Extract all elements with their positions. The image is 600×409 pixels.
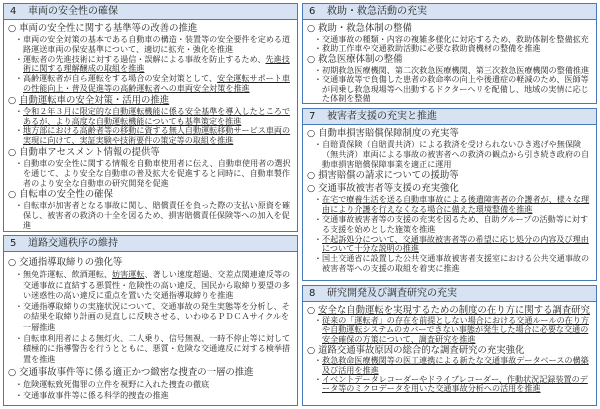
underlined-text: 地方部における高齢者等の移動に資する無人自動運転移動サービス車両の実現に向けて、実証実験や技術要件の策定等の取組を推進 [23,125,291,146]
bullet-text: ・自転車利用者による無灯火、二人乗り、信号無視、一時不停止等に対して積極的に指導警告を行うとともに、悪質・危険な交通違反に対する検挙措置を推進 [14,332,291,364]
section-number: 7 [309,111,316,122]
bullet-item [307,215,593,235]
bullet-text: ・交通事故等で負傷した患者の救命率の向上や後遺症の軽減のため、医師等が同乗し救急現場等へ出動するドクターヘリを配備し、地域の実情に応じた体制を整備 [313,74,589,104]
bullet-text: ・ [313,355,323,366]
underlined-text: 妨害運転 [112,269,145,279]
bullet-item [8,390,294,401]
item-heading-text: ○ 交通指導取締りの強化等 [8,257,123,268]
bullet-item [307,195,593,215]
bullet-item [307,356,593,375]
item-heading [8,367,294,379]
item-heading-text: ○ 交通事故被害者等支援の充実強化 [307,183,459,195]
section-vehicle-safety [3,3,298,232]
bullet-text: ・車両の安全対策の基本である自動車の構造・装置等の安全要件を定める道路運送車両の保安基準について、適切に拡充・強化を推進 [14,34,291,54]
bullet-text: ・自動車の安全性に関する情報を自動車使用者に伝え、自動車使用者の選択を通じて、より安全な自動車の普及拡大を促進すると同時に、自動車製作者のより安全な自動車の研究開発を促進 [14,157,291,188]
section-title: 被害者支援の充実と推進 [327,111,437,122]
section-body [303,125,596,274]
bullet-item [307,316,593,344]
section-number: 8 [309,288,316,299]
bullet-text: ・危険運転致死傷罪の立件を視野に入れた捜査の徹底 [14,379,210,390]
bullet-text: ・無免許運転、飲酒運転、 [14,269,113,279]
bullet-text: ・国土交通省に設置した公共交通事故被害者支援室における公共交通事故の被害者等への支援の取組を着実に推進 [313,253,590,273]
bullet-item [307,44,593,53]
underlined-text: 自動運転車の安全対策・活用の推進 [19,94,170,106]
bullet-item [307,375,593,394]
item-heading-text: ○ 損害賠償の請求についての援助等 [307,170,459,182]
underlined-text: 救急救命医療機関等の医工連携による新たな交通事故データベースの構築及び活用を推進 [322,355,589,375]
item-heading-text: ○ 交通事故事件等に係る適正かつ緻密な捜査の一層の推進 [8,367,254,379]
section-title: 車両の安全性の確保 [28,6,118,17]
section-number: 4 [10,6,17,17]
bullet-text: ・ [14,125,24,136]
bullet-text: ・救助工作車や交通救助活動に必要な救助資機材の整備を推進 [313,42,541,53]
bullet-text: ・交通事故の種類・内容の複雑多様化に対応するため、救助体制を整備拡充 [313,33,589,44]
item-heading-text: ○ 自動車損害賠償保障制度の充実等 [307,128,459,139]
section-body [303,302,596,394]
bullet-text: ・自賠責保険（自賠責共済）による救済を受けられないひき逃げや無保険（無共済）車両による事故の被害者への救済の観点から引き続き政府の自動車損害賠償保障事業を適正に運用 [313,139,590,169]
bullet-item [8,301,294,333]
bullet-item [8,379,294,390]
bullet-item [8,35,294,55]
bullet-item [8,269,294,301]
bullet-text: ・ [313,374,323,385]
item-heading-text: ○ 救助・救急体制の整備 [307,23,412,34]
bullet-item [8,107,294,127]
section-body [4,20,297,231]
underlined-text: 安全運転サポート車の性能向上・普及促進等の高齢運転者への車両安全対策を推進 [23,73,290,93]
bullet-text: ・運転者の先進技術に対する過信・誤解による事故を防止するため、 [14,53,266,64]
item-heading [8,257,294,269]
bullet-text: 、著しい速度超過、交差点関連違反等の交通事故に直結する悪質性・危険性の高い違反、国民から取締り要望の多い迷惑性の高い違反に重点を置いた交通指導取締りを推進 [23,269,291,301]
section-header [4,236,297,252]
bullet-text: ・交通事故被害者等の支援の充実を図るため、自助グループの活動等に対する支援を始めとした施策を推進 [313,213,589,234]
section-rescue-emergency [302,3,597,104]
section-traffic-order [3,235,298,406]
bullet-item [8,55,294,75]
bullet-text: ・ [313,233,323,244]
underlined-text: 従来の「運転者」の存在を前提としない場合における交通ルールの在り方や自動運転システムのカバーできない事態が発生した場合に必要な交通の安全確保の方策について、調査研究を推進 [322,315,589,344]
section-research [302,285,597,406]
section-body [4,252,297,401]
bullet-text: ・自転車が加害者となる事故に関し、賠償責任を負った際の支払い原資を確保し、被害者の救済の十全を図るため、損害賠償責任保険等への加入を促進 [14,200,291,230]
bullet-text: ・交通事故事件等に係る科学的捜査の推進 [14,389,169,400]
section-header [303,286,596,302]
section-header [4,4,297,20]
underlined-text: 不起訴処分について、交通事故被害者等の希望に応じ処分の内容及び理由について十分な説明の推進 [322,233,589,254]
bullet-item [307,140,593,169]
section-header [303,4,596,20]
section-number: 5 [10,238,17,249]
item-heading-text: ○ 自動車アセスメント情報の提供等 [8,146,160,158]
section-body [303,20,596,103]
section-title: 道路交通秩序の維持 [28,238,118,249]
section-title: 研究開発及び調査研究の充実 [327,288,457,299]
section-victim-support [302,108,597,281]
item-heading-text: ○ [307,305,319,316]
bullet-text: ・初期救急医療機関、第二次救急医療機関、第三次救急医療機関の整備推進 [313,64,590,75]
bullet-item [307,235,593,255]
bullet-item [8,333,294,365]
bullet-item [307,254,593,274]
bullet-item [8,159,294,188]
underlined-text: イベントデータレコーダーやドライブレコーダー、作動状況記録装置のデータ等のミクロデータを用いた交通事故分析への活用を推進 [322,374,588,394]
bullet-item [307,75,593,103]
bullet-item [8,126,294,146]
bullet-text: ・ [313,315,323,325]
section-number: 6 [309,6,316,17]
item-heading-text: ○ 車両の安全性に関する基準等の改善の推進 [8,23,198,34]
section-title: 救助・救急活動の充実 [327,6,427,17]
section-header [303,109,596,125]
item-heading [307,170,593,182]
bullet-item [8,74,294,94]
underlined-text: 令和２年３月に限定的な自動運転機能に係る安全基準を導入したところであるが、より高度な自動運転機能についても基準策定を推進 [23,105,291,126]
underlined-text: 安全な自動運転を実現するための制度の在り方に関する調査研究 [318,305,591,316]
underlined-text: 在宅で療養生活を送る自動車事故による後遺障害者の介護者が、様々な理由により介護を行えなくなる場合に備えた環境整備を推進 [322,194,590,215]
underlined-text: 先進技術に関する理解醸成の取組を推進 [23,53,290,74]
bullet-item [8,201,294,230]
bullet-text: ・ [14,105,24,116]
bullet-text: ・交通指導取締りの実施状況について、交通事故の発生実態等を分析し、その結果を取締り計画の見直しに反映させる、いわゆるＰＤＣＡサイクルを一層推進 [14,300,290,332]
bullet-text: ・ [313,194,323,205]
item-heading-text: ○ 自転車の安全性の確保 [8,189,113,201]
bullet-text: ・高齢運転者が自ら運転をする場合の安全対策として、 [14,73,218,84]
item-heading-text: ○ [8,94,20,106]
item-heading-text: ○ 救急医療体制の整備 [307,54,403,66]
item-heading-text: ○ 道路交通事故原因の総合的な調査研究の充実強化 [307,345,525,357]
